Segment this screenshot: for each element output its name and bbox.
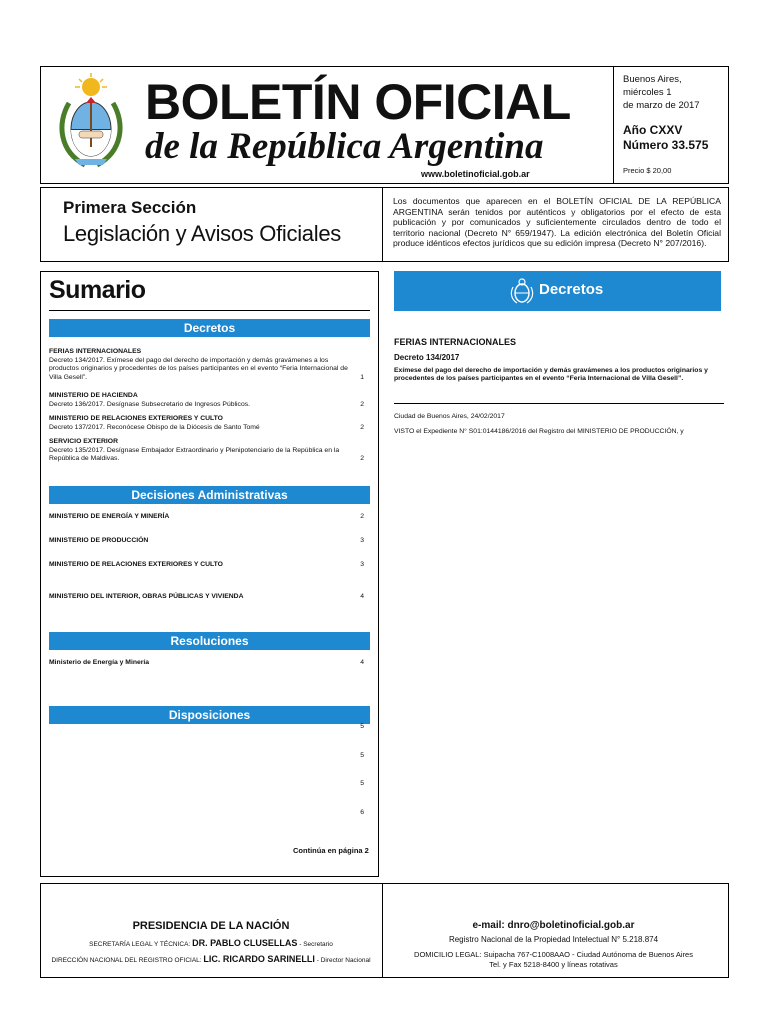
entry-heading: MINISTERIO DE HACIENDA [49,392,138,399]
registro-text: Registro Nacional de la Propiedad Intelectual N° 5.218.874 [448,935,659,944]
legal-notice: Los documentos que aparecen en el BOLETÍN OFICIAL DE LA REPÚBLICA ARGENTINA serán tenidos por auténticos y obligatorios por el efecto de esta publicación y por comunicados y suficientemente circulados dentro de todo el territorio nacional (Decreto N° 659/1947). La edición electrónica del Boletín Oficial produce idénticos efectos jurídicos que su edición impresa (Decreto N° 207/2016). [393,196,721,248]
entry-page: 4 [360,659,364,666]
sumario-panel [40,271,379,877]
section-title: Primera Sección [63,198,197,217]
entry-page: 4 [360,593,364,600]
decree-rule [394,403,724,404]
band-resoluciones[interactable]: Resoluciones [49,632,370,650]
secretaria-label: SECRETARÍA LEGAL Y TÉCNICA: [89,941,191,948]
summary-entry[interactable] [49,348,370,382]
sumario-rule [49,310,370,311]
entry-heading: MINISTERIO DE ENERGÍA Y MINERÍA [49,513,170,520]
summary-entry[interactable] [49,659,370,668]
direccion-role: - Director Nacional [316,957,371,964]
entry-page: 2 [360,455,364,463]
date-line: Buenos Aires, [623,74,682,85]
entry-heading: Ministerio de Energía y Minería [49,659,150,666]
decretos-banner-label: Decretos [539,281,604,298]
entry-page: 2 [360,513,364,520]
sumario-title: Sumario [49,276,146,304]
domicilio-text: DOMICILIO LEGAL: Suipacha 767-C1008AAO - Ciudad Autónoma de Buenos Aires [414,950,693,959]
decree-panel [384,271,729,877]
continued-note: Continúa en página 2 [293,846,369,855]
masthead [40,66,729,184]
direccion-line [41,954,381,964]
entry-page: 2 [360,423,364,431]
decree-summary: Exímese del pago del derecho de importación y demás gravámenes a los productos originarios y procedentes de los países participantes en el evento “Feria Internacional de Villa Gesell”. [394,367,708,383]
telefono-text: Tel. y Fax 5218-8400 y líneas rotativas [489,960,618,969]
decretos-banner [394,271,721,311]
entry-heading: SERVICIO EXTERIOR [49,438,118,445]
entry-text: Decreto 134/2017. Exímese del pago del derecho de importación y demás gravámenes a los productos originarios y procedentes de los países participantes en el evento “Feria Internacional de Villa Gesell”. [49,356,348,381]
entry-text: Decreto 135/2017. Desígnase Embajador Extraordinario y Plenipotenciario de la República en la República de Maldivas. [49,446,340,463]
coat-of-arms-icon [509,277,535,305]
entry-heading: MINISTERIO DE RELACIONES EXTERIORES Y CULTO [49,415,223,422]
entry-page: 3 [360,561,364,568]
issue-date [623,73,723,112]
direccion-name: LIC. RICARDO SARINELLI [203,954,315,964]
summary-entry[interactable] [49,438,370,464]
national-coat-of-arms-emblem [55,73,127,173]
entry-page: 3 [360,537,364,544]
decree-paragraph: Ciudad de Buenos Aires, 24/02/2017 [394,413,505,420]
summary-entry[interactable] [49,415,370,432]
footer [40,883,729,978]
band-decisiones[interactable]: Decisiones Administrativas [49,486,370,504]
secretaria-line [41,938,381,948]
footer-divider [382,884,383,977]
entry-page: 1 [360,373,364,381]
entry-heading: FERIAS INTERNACIONALES [49,348,142,355]
entry-text: Decreto 137/2017. Reconócese Obispo de la Diócesis de Santo Tomé [49,423,260,431]
summary-entry[interactable] [49,537,370,546]
issue-price: Precio $ 20,00 [623,166,672,175]
band-disposiciones[interactable]: Disposiciones [49,706,370,724]
entry-heading: MINISTERIO DEL INTERIOR, OBRAS PÚBLICAS Y VIVIENDA [49,593,244,600]
decree-paragraph: VISTO el Expediente N° S01:0144186/2016 del Registro del MINISTERIO DE PRODUCCIÓN, y [394,428,684,435]
entry-heading: MINISTERIO DE PRODUCCIÓN [49,537,149,544]
entry-page: 5 [360,723,364,731]
summary-entry[interactable] [49,392,370,409]
entry-page: 6 [360,809,364,817]
issue-info [623,123,723,153]
issue-year: Año CXXV [623,123,683,137]
entry-page: 2 [360,400,364,408]
publication-subtitle: de la República Argentina [145,126,544,167]
summary-entry[interactable] [49,561,370,570]
decree-title: Decreto 134/2017 [394,353,460,362]
decree-heading: FERIAS INTERNACIONALES [394,337,517,347]
section-divider [382,188,383,261]
summary-entry[interactable] [49,593,370,602]
masthead-divider [613,67,614,183]
entry-heading: MINISTERIO DE RELACIONES EXTERIORES Y CULTO [49,561,223,568]
date-line: miércoles 1 [623,87,672,98]
entry-text: Decreto 136/2017. Desígnase Subsecretario de Ingresos Públicos. [49,400,251,408]
entry-page: 5 [360,780,364,788]
band-decretos[interactable]: Decretos [49,319,370,337]
summary-entry[interactable] [49,513,370,522]
entry-page: 5 [360,752,364,760]
issue-number: Número 33.575 [623,138,709,152]
website-link[interactable]: www.boletinoficial.gob.ar [421,169,530,179]
section-subtitle: Legislación y Avisos Oficiales [63,221,341,246]
secretaria-name: DR. PABLO CLUSELLAS [192,938,298,948]
secretaria-role: - Secretario [299,941,333,948]
section-header [40,187,729,262]
presidencia-label: PRESIDENCIA DE LA NACIÓN [132,920,290,932]
direccion-label: DIRECCIÓN NACIONAL DEL REGISTRO OFICIAL: [51,957,202,964]
domicilio-block [386,950,721,970]
date-line: de marzo de 2017 [623,100,700,111]
contact-email[interactable]: e-mail: dnro@boletinoficial.gob.ar [472,920,635,931]
publication-title: BOLETÍN OFICIAL [145,74,571,130]
